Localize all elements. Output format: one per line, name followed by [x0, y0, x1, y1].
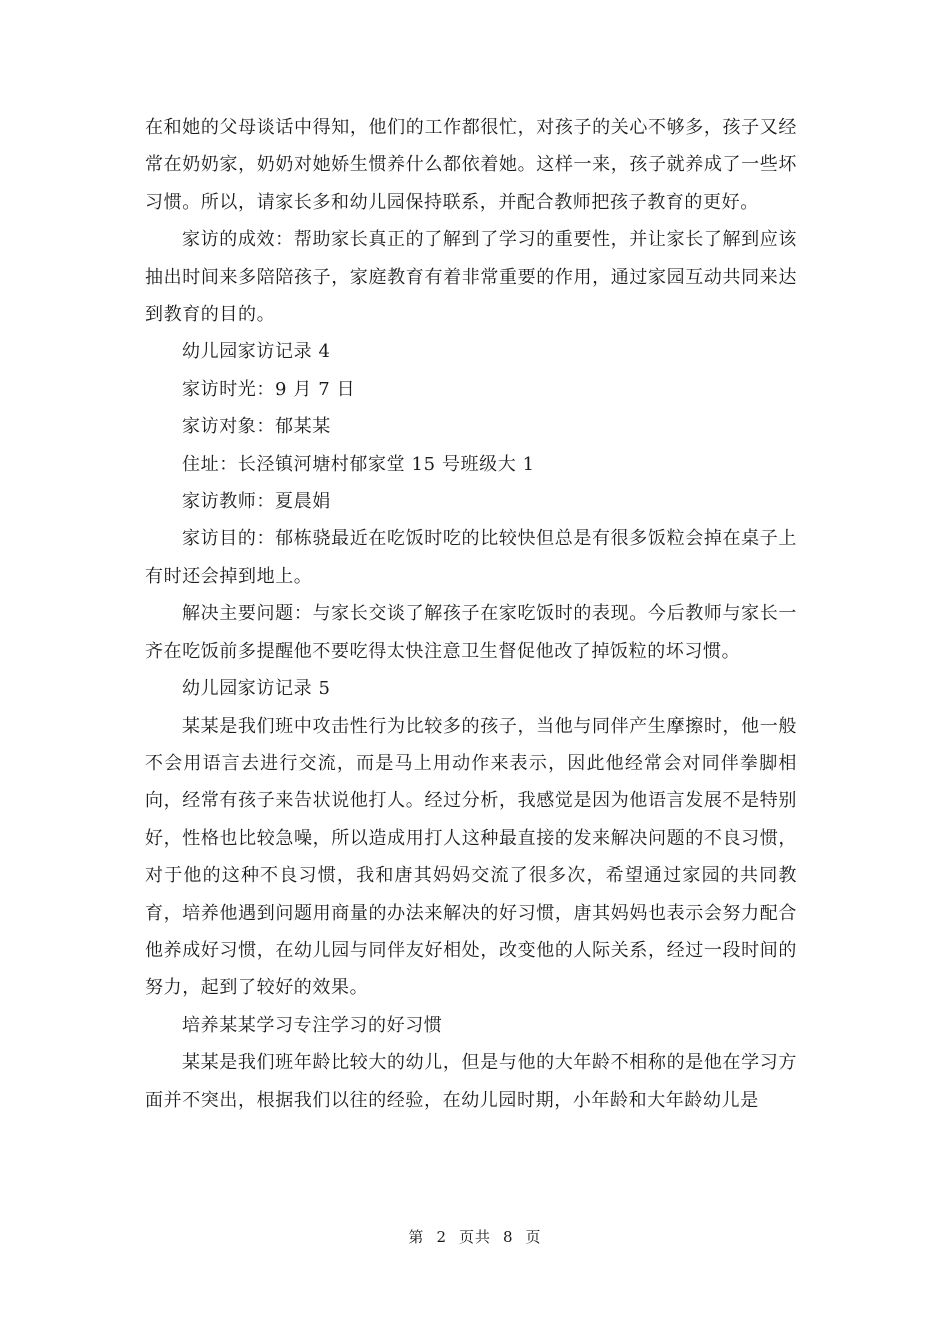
paragraph: 家访时光：9 月 7 日: [182, 378, 356, 400]
paragraph: 幼儿园家访记录 5: [182, 678, 331, 700]
paragraph: 幼儿园家访记录 4: [182, 341, 331, 363]
paragraph: 解决主要问题：与家长交谈了解孩子在家吃饭时的表现。今后教师与家长一齐在吃饭前多提醒他不要吃得太快注意卫生督促他改了掉饭粒的坏习惯。: [145, 603, 797, 662]
paragraph: 某某是我们班年龄比较大的幼儿，但是与他的大年龄不相称的是他在学习方面并不突出，根据我们以往的经验，在幼儿园时期，小年龄和大年龄幼儿是: [145, 1052, 797, 1111]
paragraph: 培养某某学习专注学习的好习惯: [182, 1014, 443, 1036]
footer-total-pages: 8: [503, 1228, 514, 1246]
paragraph: 某某是我们班中攻击性行为比较多的孩子，当他与同伴产生摩擦时，他一般不会用语言去进行交流，而是马上用动作来表示，因此他经常会对同伴拳脚相向，经常有孩子来告状说他打人。经过分析，我感觉是因为他语言发展不是特别好，性格也比较急噪，所以造成用打人这种最直接的发来解决问题的不良习惯，对于他的这种不良习惯，我和唐其妈妈交流了很多次，希望通过家园的共同教育，培养他遇到问题用商量的办法来解决的好习惯，唐其妈妈也表示会努力配合他养成好习惯，在幼儿园与同伴友好相处，改变他的人际关系，经过一段时间的努力，起到了较好的效果。: [145, 715, 797, 999]
paragraph: 家访教师：夏晨娟: [182, 491, 331, 513]
page-footer: [0, 1226, 950, 1247]
paragraph: 住址：长泾镇河塘村郁家堂 15 号班级大 1: [182, 453, 535, 475]
footer-current-page: 2: [436, 1228, 447, 1246]
paragraph: 家访目的：郁栋骁最近在吃饭时吃的比较快但总是有很多饭粒会掉在桌子上有时还会掉到地上。: [145, 528, 797, 587]
document-body: [145, 109, 797, 1119]
footer-label-page: 第: [408, 1228, 425, 1246]
paragraph: 在和她的父母谈话中得知，他们的工作都很忙，对孩子的关心不够多，孩子又经常在奶奶家，奶奶对她娇生惯养什么都依着她。这样一来，孩子就养成了一些坏习惯。所以，请家长多和幼儿园保持联系，并配合教师把孩子教育的更好。: [145, 117, 797, 213]
paragraph: 家访对象：郁某某: [182, 416, 331, 438]
paragraph: 家访的成效：帮助家长真正的了解到了学习的重要性，并让家长了解到应该抽出时间来多陪陪孩子，家庭教育有着非常重要的作用，通过家园互动共同来达到教育的目的。: [145, 229, 797, 326]
footer-label-of: 页共: [458, 1228, 491, 1246]
footer-label-end: 页: [525, 1228, 542, 1246]
